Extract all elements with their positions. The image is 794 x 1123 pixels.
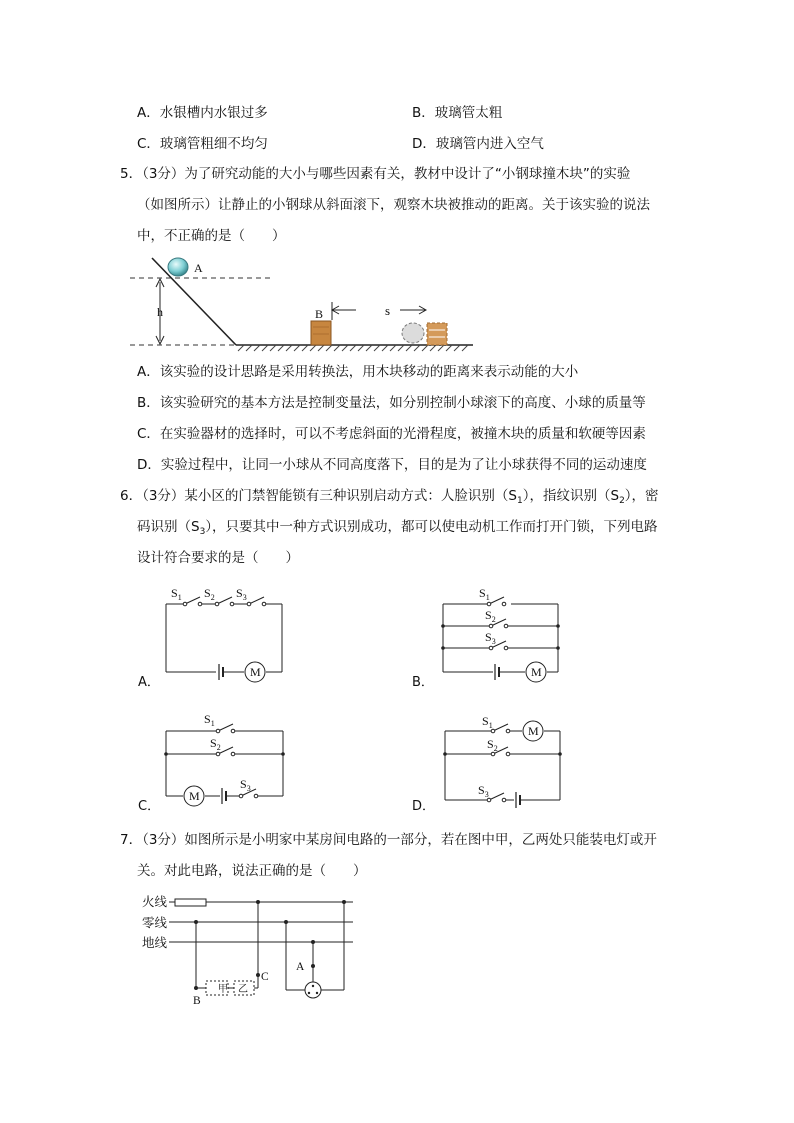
motor-symbol: M xyxy=(531,665,542,679)
q6-stem-line-1: 6．（3分）某小区的门禁智能锁有三种识别启动方式：人脸识别$(S_1)$，指纹识别$(S_2)$，密 xyxy=(120,488,659,506)
q6-circuit-c xyxy=(130,704,300,816)
motor-symbol: M xyxy=(250,665,261,679)
height-label: h xyxy=(157,305,163,319)
q6-option-b-label: B． xyxy=(412,675,434,690)
q6-stem-line-3: 设计符合要求的是（ ） xyxy=(137,550,299,566)
svg-text:S1: $S_1$ xyxy=(479,586,490,602)
q5-option-b: B．该实验研究的基本方法是控制变量法，如分别控制小球滚下的高度、小球的质量等 xyxy=(137,395,646,411)
ground-wire-label: 地线 xyxy=(142,935,168,950)
block-label: B xyxy=(315,307,324,321)
q5-stem-line-3: 中，不正确的是（ ） xyxy=(137,228,286,244)
q6-circuit-a xyxy=(130,580,300,692)
q5-stem-line-2: （如图所示）让静止的小钢球从斜面滚下，观察木块被推动的距离。关于该实验的说法 xyxy=(137,197,650,213)
q4-option-b: B．玻璃管太粗 xyxy=(412,105,503,121)
distance-label: s xyxy=(385,303,391,318)
q5-option-d: D．实验过程中，让同一小球从不同高度落下，目的是为了让小球获得不同的运动速度 xyxy=(137,457,647,473)
svg-text:S3: $S_3$ xyxy=(240,777,251,793)
svg-text:S1: $S_1$ xyxy=(204,712,215,728)
svg-text:S2: $S_2$ xyxy=(204,586,215,602)
motor-symbol: M xyxy=(189,789,200,803)
q4-option-a: A．水银槽内水银过多 xyxy=(137,105,268,121)
svg-text:S3: $S_3$ xyxy=(478,783,489,799)
box-jia-label: 甲 xyxy=(218,984,228,995)
svg-text:S2: $S_2$ xyxy=(487,737,498,753)
wooden-block xyxy=(311,321,331,345)
q5-option-c: C．在实验器材的选择时，可以不考虑斜面的光滑程度，被撞木块的质量和软硬等因素 xyxy=(137,426,646,442)
q4-option-d: D．玻璃管内进入空气 xyxy=(412,136,544,152)
svg-text:S2: $S_2$ xyxy=(210,736,221,752)
motor-symbol: M xyxy=(528,724,539,738)
svg-text:S3: $S_3$ xyxy=(236,586,247,602)
point-b-label: B xyxy=(193,995,201,1007)
point-a-label: A xyxy=(296,961,305,973)
svg-text:S1: $S_1$ xyxy=(482,714,493,730)
q5-option-a: A．该实验的设计思路是采用转换法，用木块移动的距离来表示动能的大小 xyxy=(137,364,579,380)
q6-option-a-label: A． xyxy=(138,675,160,690)
block-final-position xyxy=(427,323,447,345)
ball-label: A xyxy=(194,261,203,275)
three-hole-socket xyxy=(305,982,321,998)
q4-option-c: C．玻璃管粗细不均匀 xyxy=(137,136,268,152)
q6-circuit-d xyxy=(405,704,575,816)
q7-stem-line-2: 关。对此电路，说法正确的是（ ） xyxy=(137,863,367,879)
box-yi-label: 乙 xyxy=(238,984,248,995)
q6-circuit-b xyxy=(405,580,575,692)
q6-option-d-label: D． xyxy=(412,799,436,814)
svg-text:S3: $S_3$ xyxy=(485,630,496,646)
ball-final-position xyxy=(402,323,424,343)
neutral-wire-label: 零线 xyxy=(142,915,168,930)
ground-hatching xyxy=(238,345,468,351)
point-c-label: C xyxy=(261,971,269,983)
q5-stem-line-1: 5．（3分）为了研究动能的大小与哪些因素有关，教材中设计了“小钢球撞木块”的实验 xyxy=(120,166,631,182)
q7-household-circuit xyxy=(135,890,365,1010)
live-wire-label: 火线 xyxy=(142,894,168,909)
svg-text:S2: $S_2$ xyxy=(485,608,496,624)
q7-stem-line-1: 7．（3分）如图所示是小明家中某房间电路的一部分，若在图中甲，乙两处只能装电灯或开 xyxy=(120,832,657,848)
steel-ball xyxy=(168,258,188,276)
fuse xyxy=(175,899,206,906)
q6-stem-line-2: 码识别$(S_3)$，只要其中一种方式识别成功，都可以使电动机工作而打开门锁，下列电路 xyxy=(137,519,658,537)
svg-text:S1: $S_1$ xyxy=(171,586,182,602)
q6-option-c-label: C． xyxy=(138,799,161,814)
q5-incline-figure xyxy=(130,252,490,360)
